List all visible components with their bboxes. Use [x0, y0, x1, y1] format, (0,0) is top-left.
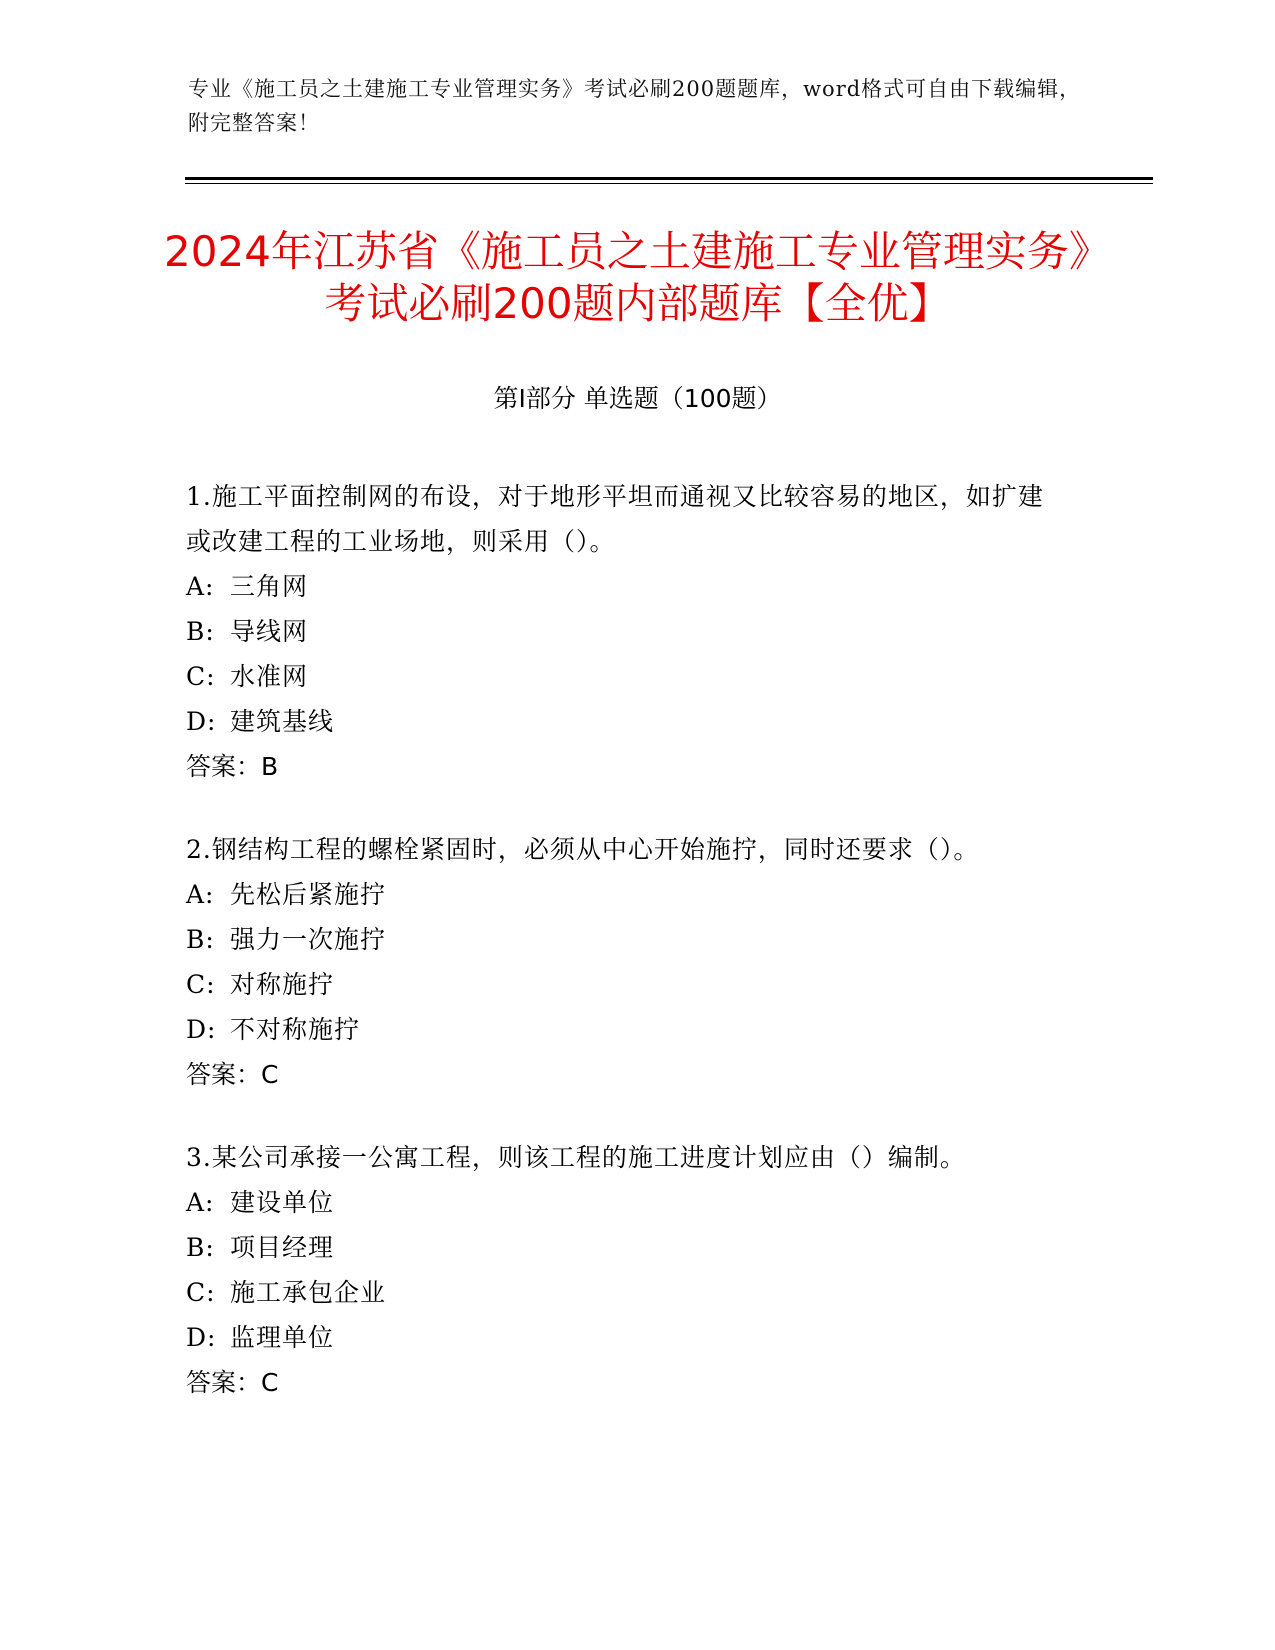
- question-list: [186, 474, 1066, 1443]
- option-text: 施工承包企业: [230, 1278, 387, 1307]
- option-text: 强力一次施拧: [230, 925, 387, 954]
- option-text: 建筑基线: [230, 707, 335, 736]
- question-item: [186, 474, 1066, 789]
- option-text: 对称施拧: [230, 970, 335, 999]
- option-letter: A:: [186, 1188, 215, 1217]
- question-option: [186, 1180, 1066, 1225]
- question-stem: 3.某公司承接一公寓工程，则该工程的施工进度计划应由（）编制。: [186, 1143, 966, 1172]
- section-title: 第I部分 单选题（100题）: [493, 384, 782, 413]
- header-rule-thick: [185, 177, 1153, 180]
- option-text: 不对称施拧: [230, 1015, 361, 1044]
- question-item: [186, 827, 1066, 1097]
- header-rule-thin: [185, 183, 1153, 184]
- question-option: [186, 654, 1066, 699]
- question-option: [186, 1225, 1066, 1270]
- question-stem: 1.施工平面控制网的布设，对于地形平坦而通视又比较容易的地区，如扩建或改建工程的工业场地，则采用（）。: [186, 482, 1044, 556]
- option-letter: A:: [186, 880, 215, 909]
- question-answer: 答案：C: [186, 1368, 279, 1397]
- header-note: 专业《施工员之土建施工专业管理实务》考试必刷200题题库，word格式可自由下载编辑，附完整答案！: [188, 77, 1082, 135]
- question-option: [186, 699, 1066, 744]
- option-letter: D:: [186, 1323, 217, 1352]
- question-option: [186, 1270, 1066, 1315]
- option-letter: C:: [186, 1278, 216, 1307]
- option-letter: B:: [186, 925, 215, 954]
- question-option: [186, 609, 1066, 654]
- option-letter: D:: [186, 1015, 217, 1044]
- option-text: 三角网: [230, 572, 309, 601]
- question-option: [186, 917, 1066, 962]
- option-text: 导线网: [230, 617, 309, 646]
- question-answer: 答案：B: [186, 752, 279, 781]
- option-text: 水准网: [230, 662, 309, 691]
- option-letter: C:: [186, 970, 216, 999]
- option-letter: C:: [186, 662, 216, 691]
- document-title: 2024年江苏省《施工员之土建施工专业管理实务》考试必刷200题内部题库【全优】: [164, 227, 1111, 328]
- question-option: [186, 1007, 1066, 1052]
- question-option: [186, 872, 1066, 917]
- question-answer: 答案：C: [186, 1060, 279, 1089]
- option-text: 先松后紧施拧: [230, 880, 387, 909]
- option-letter: B:: [186, 617, 215, 646]
- option-text: 建设单位: [230, 1188, 335, 1217]
- question-option: [186, 962, 1066, 1007]
- option-text: 项目经理: [230, 1233, 335, 1262]
- question-item: [186, 1135, 1066, 1405]
- question-option: [186, 564, 1066, 609]
- option-letter: B:: [186, 1233, 215, 1262]
- option-letter: A:: [186, 572, 215, 601]
- option-letter: D:: [186, 707, 217, 736]
- question-option: [186, 1315, 1066, 1360]
- option-text: 监理单位: [230, 1323, 335, 1352]
- question-stem: 2.钢结构工程的螺栓紧固时，必须从中心开始施拧，同时还要求（）。: [186, 835, 980, 864]
